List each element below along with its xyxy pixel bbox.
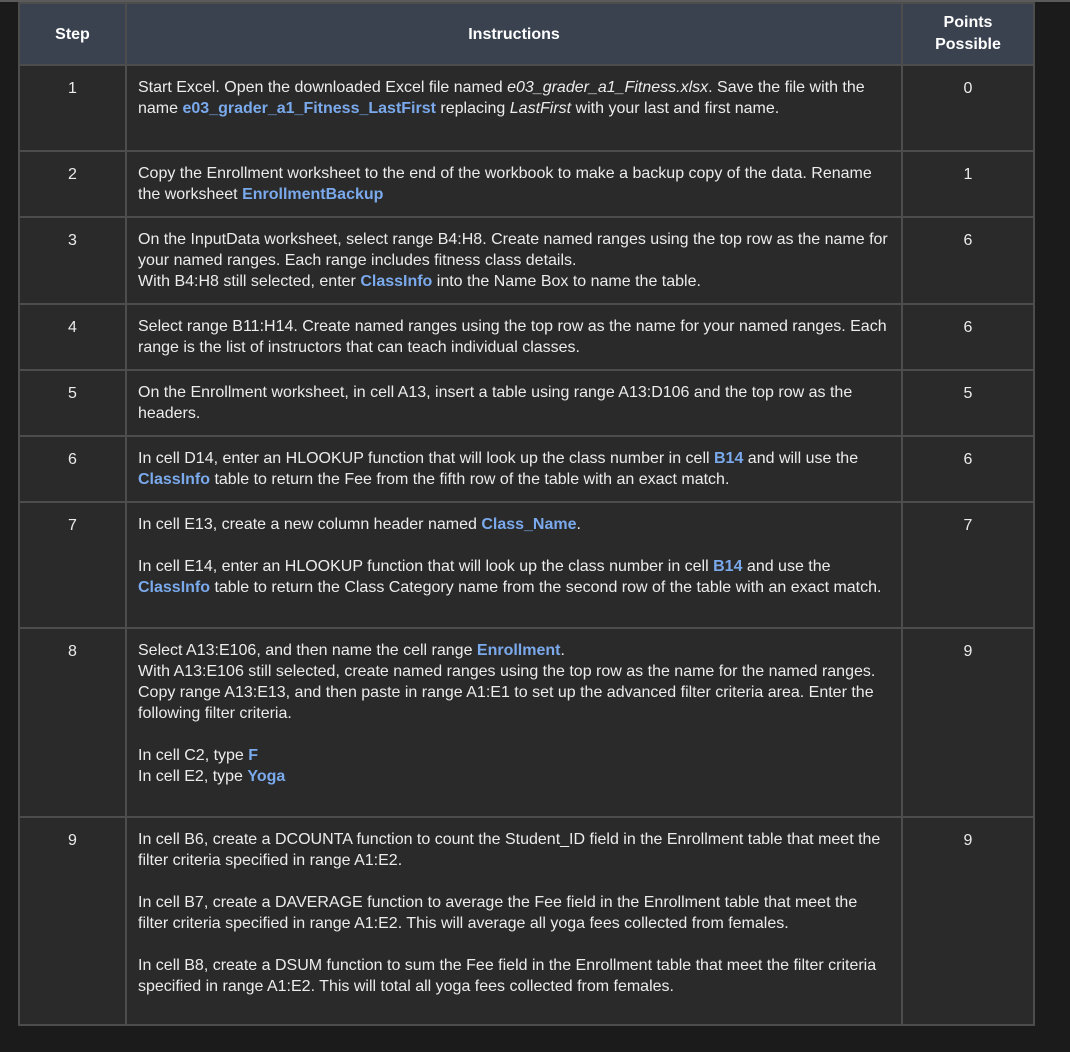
instruction-cell [126,817,902,1025]
step-number: 8 [19,628,126,817]
header-row [19,3,1034,65]
instruction-cell [126,65,902,151]
table-row-step-8 [19,628,1034,817]
table-row-step-2 [19,151,1034,217]
table-row-step-4 [19,304,1034,370]
text-run: In cell E14, enter an HLOOKUP function that will look up the class number in cell [138,558,714,575]
text-run: . [576,516,581,533]
points-value: 5 [902,370,1034,436]
points-value: 6 [902,304,1034,370]
text-run: with your last and first name. [571,100,780,117]
instruction-text [138,271,891,292]
highlight-range-name: ClassInfo [138,579,211,596]
instruction-text: On the Enrollment worksheet, in cell A13, insert a table using range A13:D106 and the top row as the headers. [138,384,853,422]
table-row-step-3 [19,217,1034,304]
text-run: Select A13:E106, and then name the cell range [138,642,477,659]
instruction-text [138,640,891,661]
step-number: 2 [19,151,126,217]
step-number: 6 [19,436,126,502]
highlight-range-name: ClassInfo [360,273,433,290]
instruction-text [138,77,891,119]
instruction-text [138,766,891,787]
table-row-step-7 [19,502,1034,628]
table-row-step-6 [19,436,1034,502]
instruction-cell [126,304,902,370]
step-number: 1 [19,65,126,151]
highlight-range-name: ClassInfo [138,471,211,488]
points-value: 6 [902,217,1034,304]
instruction-text [138,556,891,598]
text-run: table to return the Class Category name from the second row of the table with an exact match. [210,579,882,596]
header-points-possible [902,3,1034,65]
lastfirst-text: LastFirst [509,100,572,117]
text-run: replacing [435,100,510,117]
text-run: With B4:H8 still selected, enter [138,273,361,290]
step-number: 9 [19,817,126,1025]
highlight-range-name: Enrollment [476,642,561,659]
text-run: Copy the Enrollment worksheet to the end of the workbook to make a backup copy of the data. Rename the worksheet [138,165,872,203]
points-value: 9 [902,628,1034,817]
instruction-text: Copy range A13:E13, and then paste in range A1:E1 to set up the advanced filter criteria area. Enter the following filter criteria. [138,684,874,722]
step-number: 7 [19,502,126,628]
instruction-text: In cell B6, create a DCOUNTA function to count the Student_ID field in the Enrollment table that meet the filter criteria specified in range A1:E2. [138,831,881,869]
points-value: 1 [902,151,1034,217]
text-run: into the Name Box to name the table. [432,273,701,290]
header-points-line1: Points [943,14,993,31]
highlight-file-name: e03_grader_a1_Fitness_LastFirst [182,100,436,117]
table-row-step-1 [19,65,1034,151]
text-run: table to return the Fee from the fifth row of the table with an exact match. [210,471,730,488]
highlight-column-name: Class_Name [481,516,577,533]
instruction-cell [126,151,902,217]
text-run: In cell E13, create a new column header named [138,516,482,533]
file-name: e03_grader_a1_Fitness.xlsx [507,79,709,96]
text-run: . [560,642,565,659]
instruction-text [138,514,891,535]
text-run: In cell D14, enter an HLOOKUP function that will look up the class number in cell [138,450,714,467]
points-value: 7 [902,502,1034,628]
header-instructions: Instructions [126,3,902,65]
instruction-text [138,448,891,490]
instruction-text [138,745,891,766]
header-step: Step [19,3,126,65]
instruction-cell [126,217,902,304]
table-row-step-5 [19,370,1034,436]
instruction-text: In cell B8, create a DSUM function to sum the Fee field in the Enrollment table that meet the filter criteria specified in range A1:E2. This will total all yoga fees collected from females. [138,957,877,995]
instruction-text [138,163,891,205]
instruction-text: In cell B7, create a DAVERAGE function to average the Fee field in the Enrollment table that meet the filter criteria specified in range A1:E2. This will average all yoga fees collected from females. [138,894,858,932]
text-run: . Save the file with the name [138,79,865,117]
points-value: 9 [902,817,1034,1025]
instruction-cell [126,502,902,628]
step-number: 3 [19,217,126,304]
instruction-text: On the InputData worksheet, select range B4:H8. Create named ranges using the top row as the name for your named ranges. Each range includes fitness class details. [138,231,888,269]
instruction-text: Select range B11:H14. Create named ranges using the top row as the name for your named ranges. Each range is the list of instructors that can teach individual classes. [138,318,887,356]
table-row-step-9 [19,817,1034,1025]
text-run: and will use the [743,450,859,467]
header-points-line2: Possible [935,36,1001,53]
text-run: Start Excel. Open the downloaded Excel file named [138,79,508,96]
points-value: 6 [902,436,1034,502]
text-run: In cell C2, type [138,747,249,764]
instructions-table [18,2,1035,1026]
table-body [19,65,1034,1025]
points-value: 0 [902,65,1034,151]
highlight-cell-ref: B14 [713,558,743,575]
step-number: 5 [19,370,126,436]
highlight-criteria-value: Yoga [247,768,286,785]
step-number: 4 [19,304,126,370]
highlight-worksheet-name: EnrollmentBackup [242,186,384,203]
table-header [19,3,1034,65]
highlight-cell-ref: B14 [714,450,744,467]
text-run: and use the [742,558,831,575]
highlight-criteria-value: F [248,747,259,764]
instruction-text: With A13:E106 still selected, create named ranges using the top row as the name for the named ranges. [138,663,876,680]
instruction-cell [126,370,902,436]
instruction-cell [126,628,902,817]
text-run: In cell E2, type [138,768,248,785]
instruction-cell [126,436,902,502]
